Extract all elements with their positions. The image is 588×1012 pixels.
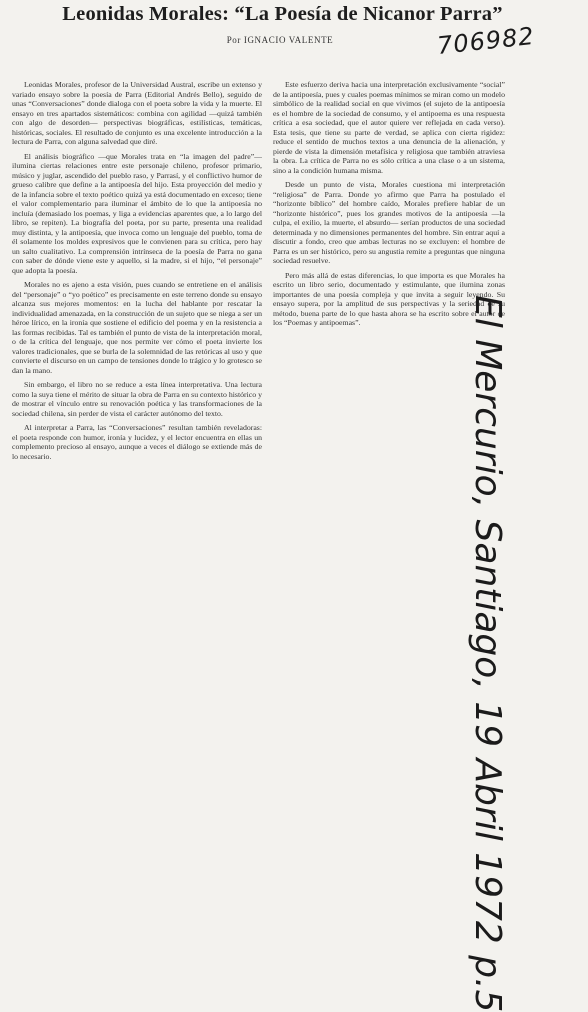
article-byline: Por IGNACIO VALENTE [226,35,334,45]
left-column [12,80,262,595]
paragraph: El análisis biográfico —que Morales trata en “la imagen del padre”— ilumina ciertas relaciones entre este personaje chileno, profesor primario, músico y juglar, ascendido del pueblo raso, y Parrasí, y el conflictivo humor de grueso calibre que define a la antipoesía del hijo. Esta proyección del medio y de la infancia sobre el texto poético quizá ya está documentado en exceso; tiene el valor complementario para iluminar el ámbito de lo que la antipoesía no incluía (demasiado los poemas, y liga a evidencias aparentes que, a lo largo del libro, se repiten). La biografía del poeta, por su parte, presenta una realidad muy distinta, y la antipoesía, que invoca como un lenguaje del pueblo, toma de él solamente los moldes expresivos que le convienen para su crítica, pero hay un salto cualitativo. La comprensión intrínseca de la poesía de Parra no gana con saber de dónde viene este y aquello, si la madre, si el hijo, “el personaje” que adopta la poesía. [12,151,262,275]
article-headline: Leonidas Morales: “La Poesía de Nicanor Parra” [62,3,503,25]
handwritten-margin-note: El Mercurio, Santiago, 19 Abril 1972 p.5 [467,295,508,1012]
paragraph: Desde un punto de vista, Morales cuestiona mi interpretación “religiosa” de Parra. Donde yo afirmo que Parra ha postulado el “horizonte bíblico” del hombre caído, Morales prefiere hablar de un “horizonte histórico”, pues los grandes motivos de la antipoesía —la culpa, el exilio, la muerte, el absurdo— serían productos de una sociedad determinada y no dimensiones permanentes del hombre. Sin entrar aquí a discutir a fondo, creo que ambas lecturas no se excluyen: el hombre de Parra es un ser histórico, pero su angustia remite a preguntas que ninguna sociedad resuelve. [273,180,505,265]
paragraph: Morales no es ajeno a esta visión, pues cuando se entretiene en el análisis del “personaje” o “yo poético” es precisamente en este terreno donde su ensayo alcanza sus mejores momentos: en la lucha del hablante por rescatar la individualidad amenazada, en la construcción de un sujeto que se niega a ser un héroe lírico, en la ironía que sostiene el edificio del poema y en la resistencia a las formas recibidas. Tal es también el punto de vista de la interpretación moral, o de la crítica del lenguaje, que nos permite ver cómo el poeta invierte los valores tradicionales, que se burla de la solemnidad de las retóricas al uso y que convierte el discurso en un campo de tensiones donde lo trágico y lo grotesco se dan la mano. [12,280,262,375]
paragraph: Sin embargo, el libro no se reduce a esta línea interpretativa. Una lectura como la suya tiene el mérito de situar la obra de Parra en su contexto histórico y de mostrar el vínculo entre su renovación poética y las transformaciones de la sociedad chilena, sin perder de vista el carácter autónomo del texto. [12,380,262,418]
paragraph: Leonidas Morales, profesor de la Universidad Austral, escribe un extenso y variado ensayo sobre la poesía de Parra (Editorial Andrés Bello), seguido de unas “Conversaciones” donde dialoga con el poeta sobre la vida y la muerte. El ensayo en tres apartados sistemáticos: combina con agilidad —quizá también con algo de desorden— perspectivas biográficas, estilísticas, temáticas, históricas, sociales. El resultado de conjunto es una excelente introducción a la lectura de Parra, con alguna salvedad que diré. [12,80,262,146]
handwritten-number: 706982 [435,21,536,61]
paragraph: Este esfuerzo deriva hacia una interpretación exclusivamente “social” de la antipoesía, pues y cuales poemas mínimos se miran como un modelo simbólico de la realidad social en que vivimos (el sujeto de la antipoesía es el hombre de la sociedad de consumo, y el antipoema es una respuesta crítica a esa sociedad, que el autor quiere ver reflejada en cada verso). Esta tesis, que tiene su parte de verdad, se aplica con cierta rigidez: reduce el sentido de muchos textos a una denuncia de la alienación, y pierde de vista la dimensión metafísica y religiosa que también atraviesa la obra. La crítica de Parra no es sólo crítica a una clase o a un sistema, sino a la condición humana misma. [273,80,505,175]
paragraph: Pero más allá de estas diferencias, lo que importa es que Morales ha escrito un libro serio, documentado y estimulante, que ilumina zonas importantes de una poesía compleja y que invita a seguir leyendo. Su ensayo supera, por la amplitud de sus perspectivas y la seriedad de su método, buena parte de lo que hasta ahora se ha escrito sobre el autor de los “Poemas y antipoemas”. [273,270,505,327]
paragraph: Al interpretar a Parra, las “Conversaciones” resultan también reveladoras: el poeta responde con humor, ironía y lucidez, y el lector encuentra en ellas un complemento precioso al ensayo, aunque a veces el diálogo se extiende más de lo necesario. [12,423,262,461]
